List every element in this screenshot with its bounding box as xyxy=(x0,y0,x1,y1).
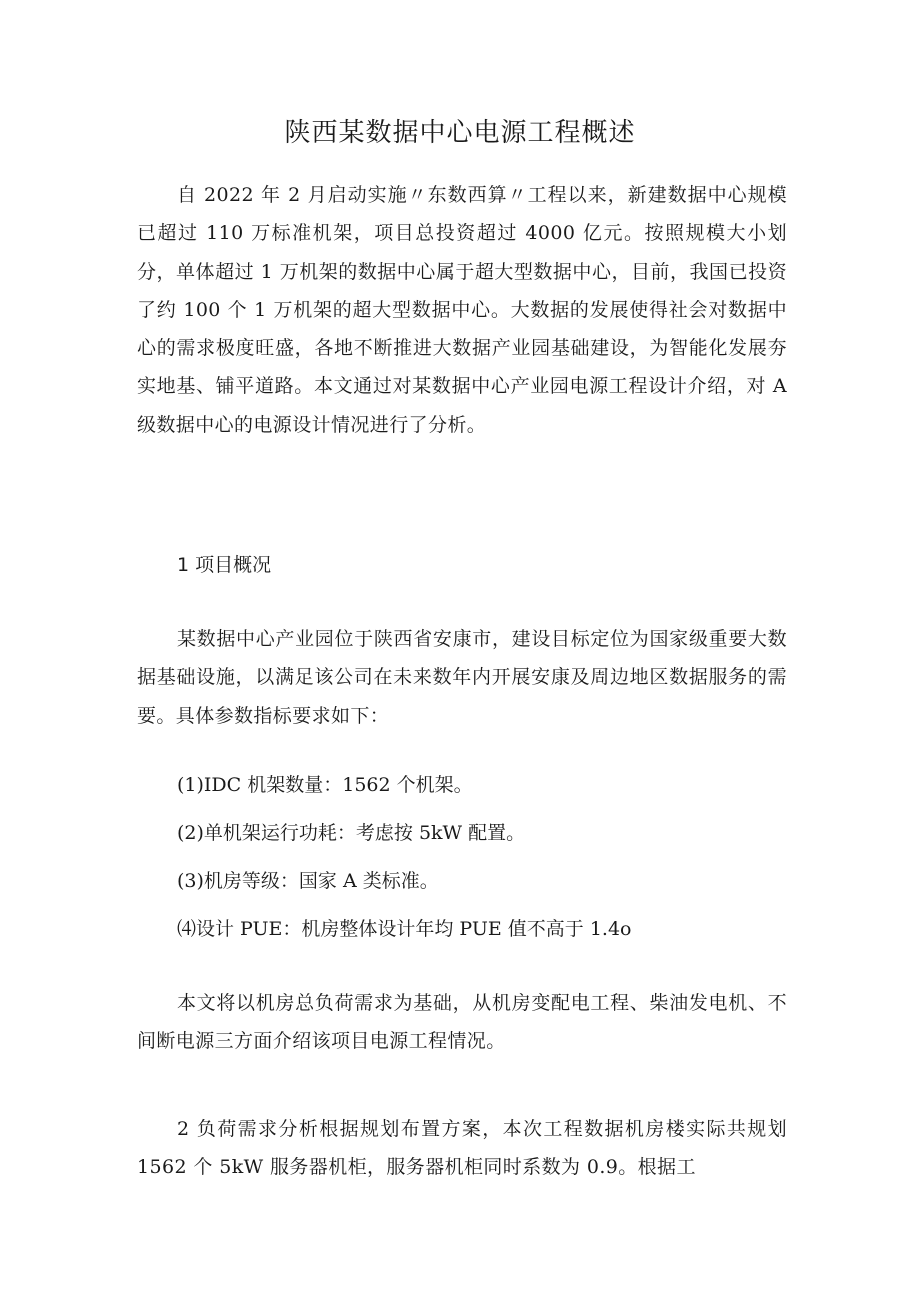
spec-item-1: (1)IDC 机架数量：1562 个机架。 xyxy=(177,774,473,796)
spec-item-2: (2)单机架运行功耗：考虑按 5kW 配置。 xyxy=(177,822,526,844)
spec-item-4: ⑷设计 PUE：机房整体设计年均 PUE 值不高于 1.4o xyxy=(177,918,632,940)
section-1-heading: 1 项目概况 xyxy=(177,554,272,576)
intro-paragraph: 自 2022 年 2 月启动实施〃东数西算〃工程以来，新建数据中心规模已超过 110 万标准机架，项目总投资超过 4000 亿元。按照规模大小划分，单体超过 1 万机架的数据中心属于超大型数据中心，目前，我国已投资了约 100 个 1 万机架的超大型数据中心。大数据的发展使得社会对数据中心的需求极度旺盛，各地不断推进大数据产业园基础建设，为智能化发展夯实地基、铺平道路。本文通过对某数据中心产业园电源工程设计介绍，对 A 级数据中心的电源设计情况进行了分析。 xyxy=(137,184,787,436)
section-1-paragraph: 某数据中心产业园位于陕西省安康市，建设目标定位为国家级重要大数据基础设施，以满足该公司在未来数年内开展安康及周边地区数据服务的需要。具体参数指标要求如下： xyxy=(137,628,787,727)
document-title: 陕西某数据中心电源工程概述 xyxy=(284,118,636,148)
summary-paragraph: 本文将以机房总负荷需求为基础，从机房变配电工程、柴油发电机、不间断电源三方面介绍该项目电源工程情况。 xyxy=(137,992,787,1053)
section-2-paragraph: 2 负荷需求分析根据规划布置方案，本次工程数据机房楼实际共规划 1562 个 5kW 服务器机柜，服务器机柜同时系数为 0.9。根据工 xyxy=(137,1118,787,1179)
spec-item-3: (3)机房等级：国家 A 类标准。 xyxy=(177,870,439,892)
